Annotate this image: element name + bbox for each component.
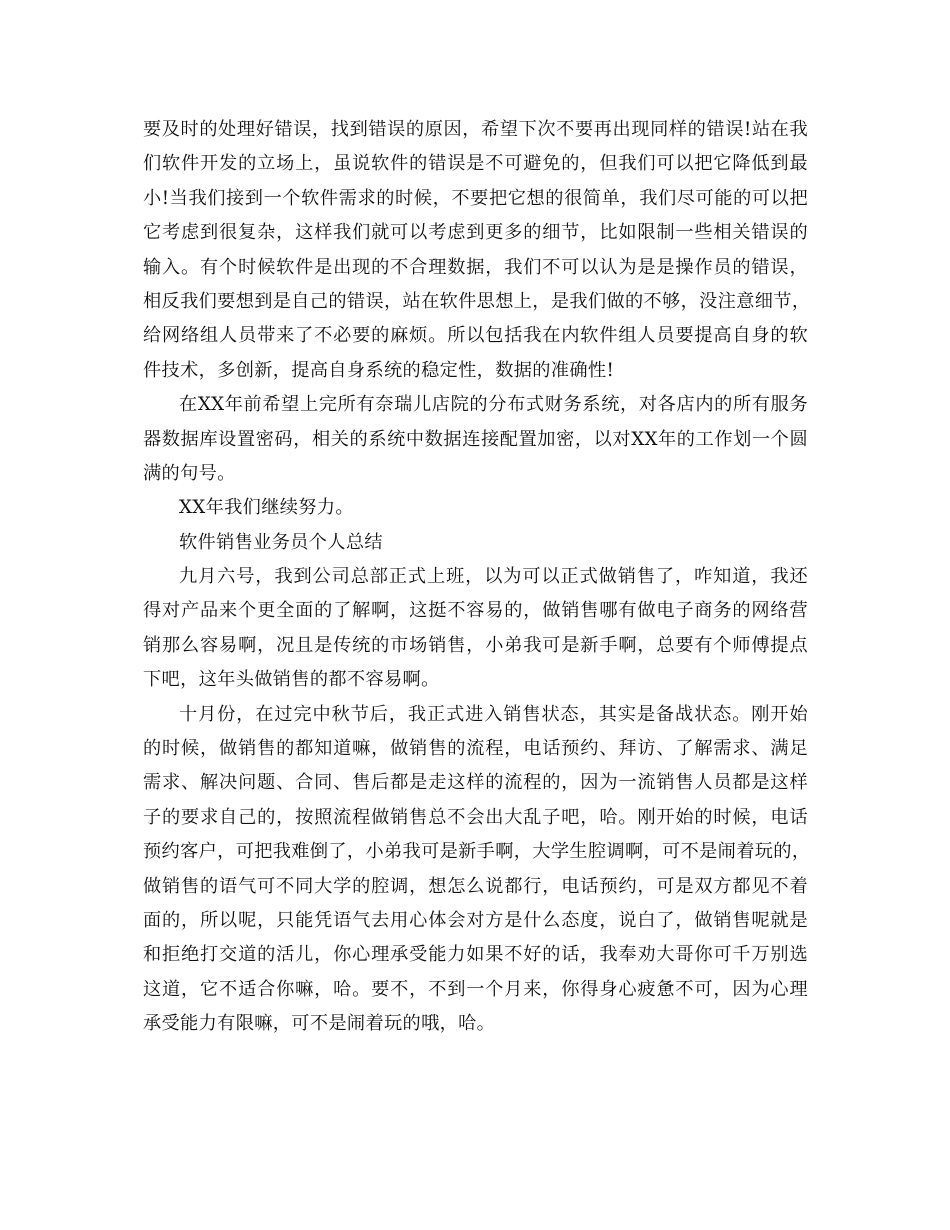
text-line: 这道，它不适合你嘛，哈。要不，不到一个月来，你得身心疲惫不可，因为心理 [143, 978, 808, 1000]
text-line: 们软件开发的立场上，虽说软件的错误是不可避免的，但我们可以把它降低到最 [143, 153, 808, 175]
text-line: XX年我们继续努力。 [179, 497, 354, 519]
text-line: 给网络组人员带来了不必要的麻烦。所以包括我在内软件组人员要提高自身的软 [143, 325, 808, 347]
text-line: 九月六号，我到公司总部正式上班，以为可以正式做销售了，咋知道，我还 [179, 566, 808, 588]
text-line: 在XX年前希望上完所有奈瑞儿店院的分布式财务系统，对各店内的所有服务 [179, 394, 808, 416]
text-line: 承受能力有限嘛，可不是闹着玩的哦，哈。 [143, 1013, 496, 1035]
document-body [143, 113, 811, 1042]
text-line: 得对产品来个更全面的了解啊，这挺不容易的，做销售哪有做电子商务的网络营 [143, 600, 808, 622]
text-line: 十月份，在过完中秋节后，我正式进入销售状态，其实是备战状态。刚开始 [179, 703, 808, 725]
text-line: 件技术，多创新，提高自身系统的稳定性，数据的准确性! [143, 359, 615, 381]
text-line: 小!当我们接到一个软件需求的时候，不要把它想的很简单，我们尽可能的可以把 [143, 187, 808, 209]
text-line: 子的要求自己的，按照流程做销售总不会出大乱子吧，哈。刚开始的时候，电话 [143, 806, 808, 828]
text-line: 和拒绝打交道的活儿，你心理承受能力如果不好的话，我奉劝大哥你可千万别选 [143, 944, 808, 966]
text-line: 预约客户，可把我难倒了，小弟我可是新手啊，大学生腔调啊，可不是闹着玩的， [143, 841, 811, 863]
text-line: 的时候，做销售的都知道嘛，做销售的流程，电话预约、拜访、了解需求、满足 [143, 738, 808, 760]
text-line: 满的句号。 [143, 462, 236, 484]
text-line: 输入。有个时候软件是出现的不合理数据，我们不可以认为是是操作员的错误， [143, 256, 808, 278]
text-line: 需求、解决问题、合同、售后都是走这样的流程的，因为一流销售人员都是这样 [143, 772, 808, 794]
text-line: 面的，所以呢，只能凭语气去用心体会对方是什么态度，说白了，做销售呢就是 [143, 909, 808, 931]
text-line: 下吧，这年头做销售的都不容易啊。 [143, 669, 440, 691]
text-line: 做销售的语气可不同大学的腔调，想怎么说都行，电话预约，可是双方都见不着 [143, 875, 808, 897]
text-line: 软件销售业务员个人总结 [179, 531, 383, 553]
text-line: 器数据库设置密码，相关的系统中数据连接配置加密，以对XX年的工作划一个圆 [143, 428, 808, 450]
text-line: 它考虑到很复杂，这样我们就可以考虑到更多的细节，比如限制一些相关错误的 [143, 222, 808, 244]
text-line: 销那么容易啊，况且是传统的市场销售，小弟我可是新手啊，总要有个师傅提点 [143, 634, 808, 656]
text-line: 相反我们要想到是自己的错误，站在软件思想上，是我们做的不够，没注意细节， [143, 290, 811, 312]
text-line: 要及时的处理好错误，找到错误的原因，希望下次不要再出现同样的错误!站在我 [143, 119, 808, 140]
